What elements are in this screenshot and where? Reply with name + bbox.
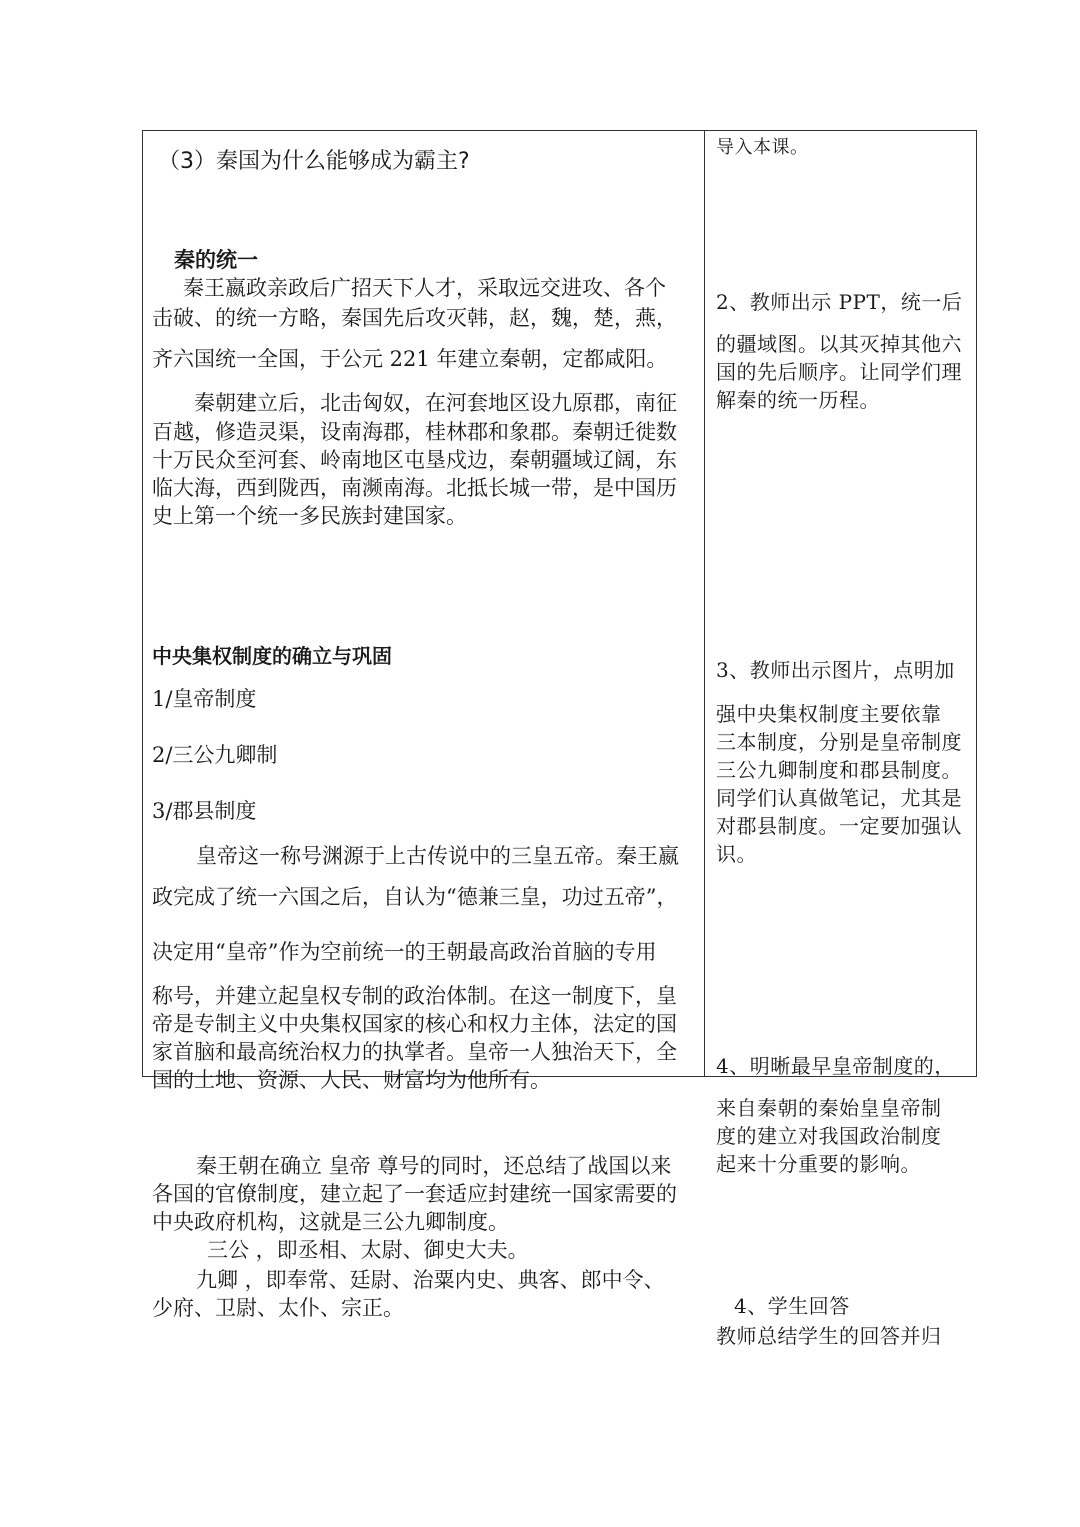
note2-line: 的疆域图。以其灭掉其他六 [716,332,962,356]
system-item: 3/郡县制度 [152,799,257,823]
jiuqing-line: 少府、卫尉、太仆、宗正。 [152,1296,404,1320]
ministers-para-line: 中央政府机构，这就是三公九卿制度。 [152,1210,509,1234]
note2-line: 国的先后顺序。让同学们理 [716,360,962,384]
note3-line: 三公九卿制度和郡县制度。 [716,758,962,782]
note5-line: 教师总结学生的回答并归 [716,1324,942,1348]
unification-para2-line: 秦朝建立后，北击匈奴，在河套地区设九原郡，南征 [194,391,677,415]
emperor-para-line: 国的土地、资源、人民、财富均为他所有。 [152,1068,551,1092]
system-item: 2/三公九卿制 [152,743,278,767]
note4-line: 度的建立对我国政治制度 [716,1124,942,1148]
jiuqing-line: 九卿 ，即奉常、廷尉、治粟内史、典客、郎中令、 [196,1268,665,1292]
emperor-para-line: 帝是专制主义中央集权国家的核心和权力主体，法定的国 [152,1012,677,1036]
unification-para1-line: 齐六国统一全国，于公元 221 年建立秦朝，定都咸阳。 [152,347,668,371]
note3-line: 强中央集权制度主要依靠 [716,702,942,726]
unification-para2-line: 十万民众至河套、岭南地区屯垦戍边，秦朝疆域辽阔，东 [152,448,677,472]
note5-line: 4、学生回答 [734,1294,850,1318]
unification-para2-line: 百越，修造灵渠，设南海郡，桂林郡和象郡。秦朝迁徙数 [152,420,677,444]
unification-para2-line: 临大海，西到陇西，南濒南海。北抵长城一带，是中国历 [152,476,677,500]
column-divider [704,130,705,1077]
note4-line: 起来十分重要的影响。 [716,1152,921,1176]
sangong-line: 三公 ，即丞相、太尉、御史大夫。 [207,1238,529,1262]
table-frame [142,130,977,1077]
emperor-para-line: 家首脑和最高统治权力的执掌者。皇帝一人独治天下，全 [152,1040,677,1064]
note2-line: 2、教师出示 PPT，统一后 [716,290,963,314]
right-intro: 导入本课。 [716,137,809,158]
unification-para1-line: 秦王嬴政亲政后广招天下人才，采取远交进攻、各个 [183,276,666,300]
note3-line: 三本制度，分别是皇帝制度 [716,730,962,754]
note2-line: 解秦的统一历程。 [716,388,880,412]
unification-para2-line: 史上第一个统一多民族封建国家。 [152,504,467,528]
note4-line: 4、明晰最早皇帝制度的， [716,1054,955,1078]
system-item: 1/皇帝制度 [152,687,257,711]
emperor-para-line: 政完成了统一六国之后，自认为“德兼三皇，功过五帝”， [152,885,678,909]
emperor-para-line: 决定用“皇帝”作为空前统一的王朝最高政治首脑的专用 [152,940,657,964]
centralization-heading: 中央集权制度的确立与巩固 [152,644,392,668]
unification-para1-line: 击破、的统一方略，秦国先后攻灭韩，赵，魏，楚，燕， [152,306,677,330]
emperor-para-line: 皇帝这一称号渊源于上古传说中的三皇五帝。秦王嬴 [196,844,679,868]
note4-line: 来自秦朝的秦始皇皇帝制 [716,1096,942,1120]
question-3: （3）秦国为什么能够成为霸主? [158,149,470,174]
note3-line: 同学们认真做笔记，尤其是 [716,786,962,810]
note3-line: 对郡县制度。一定要加强认 [716,814,962,838]
ministers-para-line: 秦王朝在确立 皇帝 尊号的同时，还总结了战国以来 [196,1154,672,1178]
note3-line: 识。 [716,842,757,866]
ministers-para-line: 各国的官僚制度，建立起了一套适应封建统一国家需要的 [152,1182,677,1206]
note3-line: 3、教师出示图片，点明加 [716,658,955,682]
unification-heading: 秦的统一 [174,247,258,272]
emperor-para-line: 称号，并建立起皇权专制的政治体制。在这一制度下，皇 [152,984,677,1008]
